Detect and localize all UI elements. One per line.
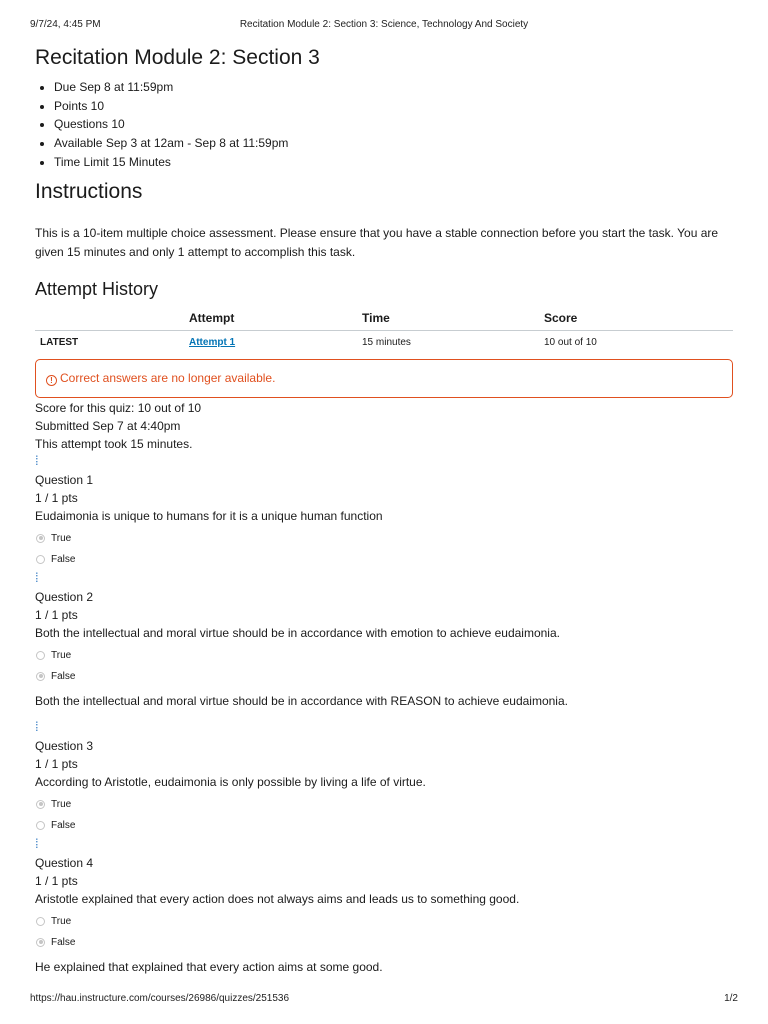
answer-label: False: [51, 670, 76, 682]
answer-label: False: [51, 936, 76, 948]
answer-label: False: [51, 553, 76, 565]
answer-option: [35, 666, 733, 687]
drag-handle-icon[interactable]: ⁞: [35, 718, 37, 734]
attempt-link[interactable]: Attempt 1: [189, 336, 236, 348]
answer-option: [35, 645, 733, 666]
radio-empty-icon: [36, 821, 45, 830]
print-document-title: Recitation Module 2: Section 3: Science, Technology And Society: [239, 19, 529, 30]
print-header: [30, 19, 738, 33]
question-title: Question 1: [35, 472, 94, 487]
question-title: Question 4: [35, 855, 94, 870]
question-points: 1 / 1 pts: [35, 873, 78, 888]
attempt-score: 10 out of 10: [544, 336, 597, 348]
answer-label: True: [51, 798, 72, 810]
answer-option: [35, 794, 733, 815]
attempt-cell: [184, 330, 357, 354]
answer-label: True: [51, 915, 72, 927]
radio-empty-icon: [36, 555, 45, 564]
quiz-detail-available: • Available Sep 3 at 12am - Sep 8 at 11:59pm: [54, 134, 733, 153]
answer-option: [35, 911, 733, 932]
question-text: According to Aristotle, eudaimonia is only possible by living a life of virtue.: [35, 774, 426, 789]
column-header-attempt: Attempt: [184, 307, 357, 331]
attempt-latest-label: LATEST: [40, 336, 79, 348]
attempt-time: 15 minutes: [362, 336, 411, 348]
print-url: https://hau.instructure.com/courses/26986/quizzes/251536: [30, 993, 290, 1004]
answer-option: [35, 815, 733, 836]
drag-handle-icon[interactable]: ⁞: [35, 452, 37, 468]
question-block: [35, 719, 733, 836]
question-block: [35, 570, 733, 710]
print-footer: [30, 993, 738, 1007]
instructions-body: This is a 10-item multiple choice assessment. Please ensure that you have a stable connection before you start the task. You are given 15 minutes and only 1 attempt to accomplish this task.: [35, 225, 719, 259]
drag-handle-icon[interactable]: ⁞: [35, 569, 37, 585]
answer-label: True: [51, 532, 72, 544]
table-header-row: [35, 307, 733, 331]
radio-selected-icon: [36, 534, 45, 543]
answer-option: [35, 549, 733, 570]
quiz-content: [35, 44, 733, 985]
questions-list: [35, 453, 733, 976]
radio-empty-icon: [36, 917, 45, 926]
print-datetime: 9/7/24, 4:45 PM: [30, 19, 101, 30]
answer-comment: Both the intellectual and moral virtue should be in accordance with REASON to achieve eudaimonia.: [35, 693, 568, 708]
answer-comment: He explained that explained that every action aims at some good.: [35, 959, 383, 974]
answer-option: [35, 932, 733, 953]
question-text: Aristotle explained that every action does not always aims and leads us to something good.: [35, 891, 520, 906]
quiz-detail-points: • Points 10: [54, 97, 733, 116]
question-block: [35, 453, 733, 570]
column-header-label: [35, 307, 184, 331]
table-row: [35, 330, 733, 354]
radio-selected-icon: [36, 800, 45, 809]
question-points: 1 / 1 pts: [35, 607, 78, 622]
question-text: Both the intellectual and moral virtue should be in accordance with emotion to achieve eudaimonia.: [35, 625, 560, 640]
submitted-time: Submitted Sep 7 at 4:40pm: [35, 418, 181, 433]
column-header-time: Time: [357, 307, 539, 331]
answer-label: True: [51, 649, 72, 661]
alert-text: Correct answers are no longer available.: [60, 370, 276, 385]
radio-empty-icon: [36, 651, 45, 660]
drag-handle-icon[interactable]: ⁞: [35, 835, 37, 851]
question-points: 1 / 1 pts: [35, 756, 78, 771]
print-page-number: 1/2: [724, 993, 738, 1004]
warning-circle-icon: !: [46, 375, 57, 386]
quiz-score: Score for this quiz: 10 out of 10: [35, 400, 202, 415]
quiz-details-list: [35, 78, 733, 172]
question-block: [35, 836, 733, 976]
question-title: Question 2: [35, 589, 94, 604]
quiz-detail-time-limit: • Time Limit 15 Minutes: [54, 153, 733, 172]
question-text: Eudaimonia is unique to humans for it is a unique human function: [35, 508, 383, 523]
radio-selected-icon: [36, 938, 45, 947]
attempt-duration: This attempt took 15 minutes.: [35, 436, 193, 451]
attempt-history-heading: Attempt History: [35, 278, 159, 299]
radio-selected-icon: [36, 672, 45, 681]
instructions-heading: Instructions: [35, 179, 143, 203]
attempt-history-table: [35, 307, 733, 354]
question-points: 1 / 1 pts: [35, 490, 78, 505]
quiz-detail-due: • Due Sep 8 at 11:59pm: [54, 78, 733, 97]
question-title: Question 3: [35, 738, 94, 753]
quiz-title: Recitation Module 2: Section 3: [35, 46, 320, 69]
answer-label: False: [51, 819, 76, 831]
answer-option: [35, 528, 733, 549]
column-header-score: Score: [539, 307, 733, 331]
answers-unavailable-alert: [35, 359, 733, 398]
quiz-summary: [35, 399, 733, 453]
quiz-detail-questions: • Questions 10: [54, 115, 733, 134]
